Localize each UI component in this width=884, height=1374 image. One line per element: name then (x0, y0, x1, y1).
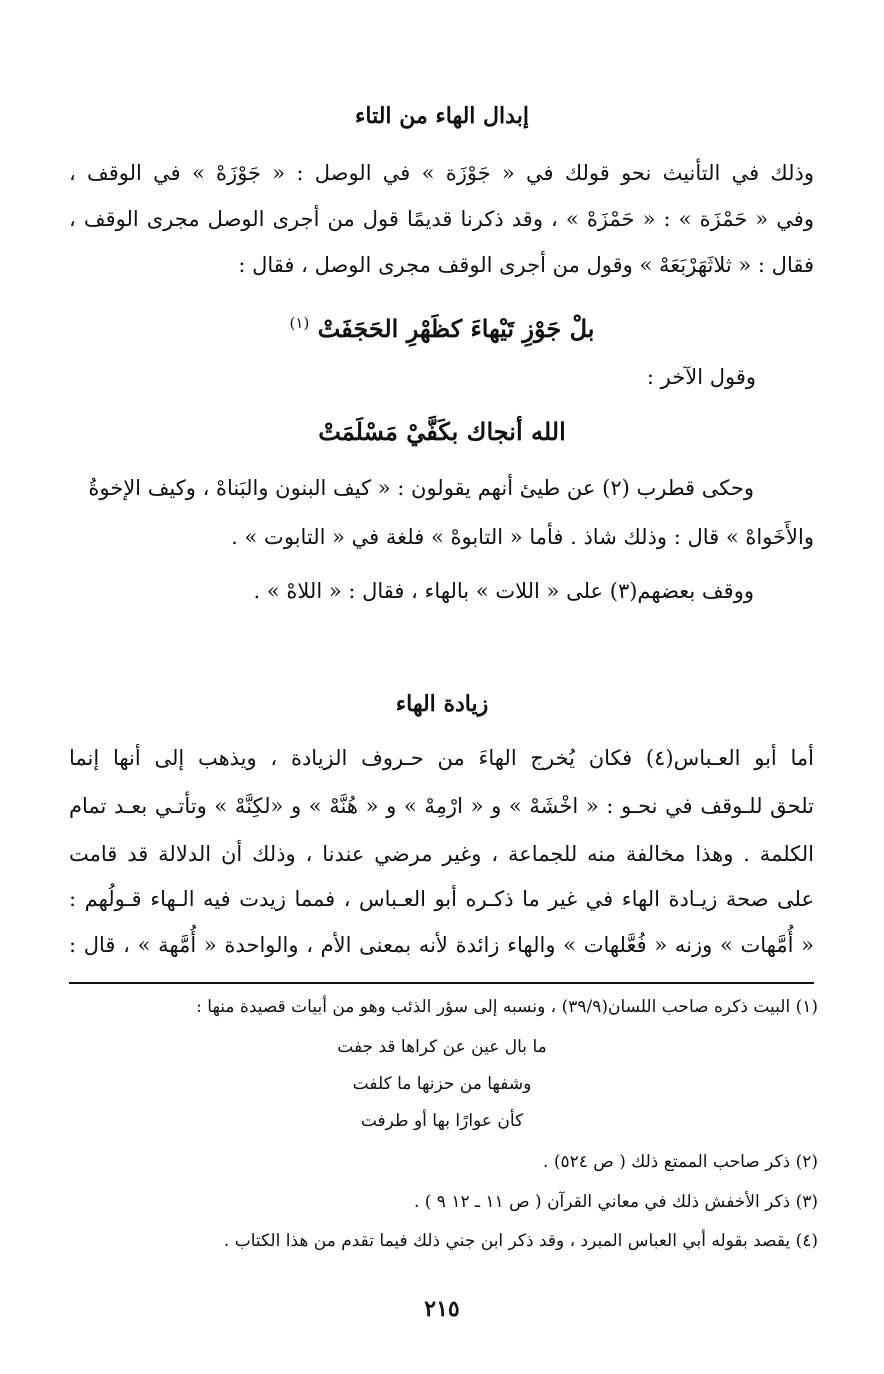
text-line: وفي « حَمْزَة » : « حَمْزَهْ » ، وقد ذكرنا قديمًا قول من أجرى الوصل مجرى الوقف ، (69, 207, 814, 231)
page-number: ٢١٥ (424, 1296, 460, 1322)
section-heading-ziyada: زيادة الهاء (395, 691, 489, 717)
text-line: ووقف بعضهم(٣) على « اللات » بالهاء ، فقال : « اللاهْ » . (253, 579, 754, 603)
section-heading-ibdal: إبدال الهاء من التاء (355, 103, 529, 129)
footnote-verse: ما بال عين عن كراها قد جفت (337, 1037, 547, 1057)
text-line: وحكى قطرب (٢) عن طيئ أنهم يقولون : « كيف البنون والبَناهْ ، وكيف الإخوةُ (88, 476, 754, 500)
poem-verse-2: الله أنجاك بكَفَّيْ مَسْلَمَتْ (318, 417, 566, 446)
text-line: فقال : « ثلاثَهَرْبَعَهْ » وقول من أجرى الوقف مجرى الوصل ، فقال : (238, 253, 814, 277)
footnote-3: (٣) ذكر الأخفش ذلك في معاني القرآن ( ص ١١ ـ ١٢ ٩ ) . (413, 1192, 818, 1212)
footnote-verse: كأن عوارًا بها أو طرفت (360, 1111, 524, 1131)
text-line: تلحق للـوقف في نحـو : « اخْشَهْ » و « ارْمِهْ » و « هُنَّهْ » و «لكِنَّهْ » وتأتـي بعـد تمام (69, 794, 814, 818)
poem-verse-1 (0, 305, 884, 347)
footnote-ref: (١) (289, 314, 310, 332)
text-line: وذلك في التأنيث نحو قولك في « جَوْزَة » في الوصل : « جَوْزَهْ » في الوقف ، (69, 161, 814, 185)
text-line: الكلمة . وهذا مخالفة منه للجماعة ، وغير مرضي عندنا ، وذلك أن الدلالة قد قامت (69, 842, 814, 866)
verse-text: بلْ جَوْزِ تَيْهاءَ كظَهْرِ الحَجَفَتْ (317, 314, 595, 343)
footnote-verse: وشفها من حزنها ما كلفت (352, 1074, 532, 1094)
footnote-1: (١) البيت ذكره صاحب اللسان(٣٩/٩) ، ونسبه إلى سؤر الذئب وهو من أبيات قصيدة منها : (196, 997, 818, 1017)
footnote-2: (٢) ذكر صاحب الممتع ذلك ( ص ٥٢٤) . (543, 1152, 818, 1172)
text-line: على صحة زيـادة الهاء في غير ما ذكـره أبو العـباس ، فمما زيدت فيه الـهاء قـولُهم : (69, 887, 814, 911)
text-line: والأَخَواهْ » قال : وذلك شاذ . فأما « التابوهْ » فلغة في « التابوت » . (231, 525, 814, 549)
text-line: « أُمَّهات » وزنه « فُعَّلهات » والهاء زائدة لأنه بمعنى الأم ، والواحدة « أُمَّهة » ، قال : (69, 933, 814, 957)
footnote-separator (69, 982, 814, 984)
footnote-4: (٤) يقصد بقوله أبي العباس المبرد ، وقد ذكر ابن جني ذلك فيما تقدم من هذا الكتاب . (223, 1231, 818, 1251)
text-line: وقول الآخر : (646, 365, 756, 389)
text-line: أما أبو العـباس(٤) فكان يُخرج الهاءَ من حـروف الزيادة ، ويذهب إلى أنها إنما (69, 746, 814, 770)
